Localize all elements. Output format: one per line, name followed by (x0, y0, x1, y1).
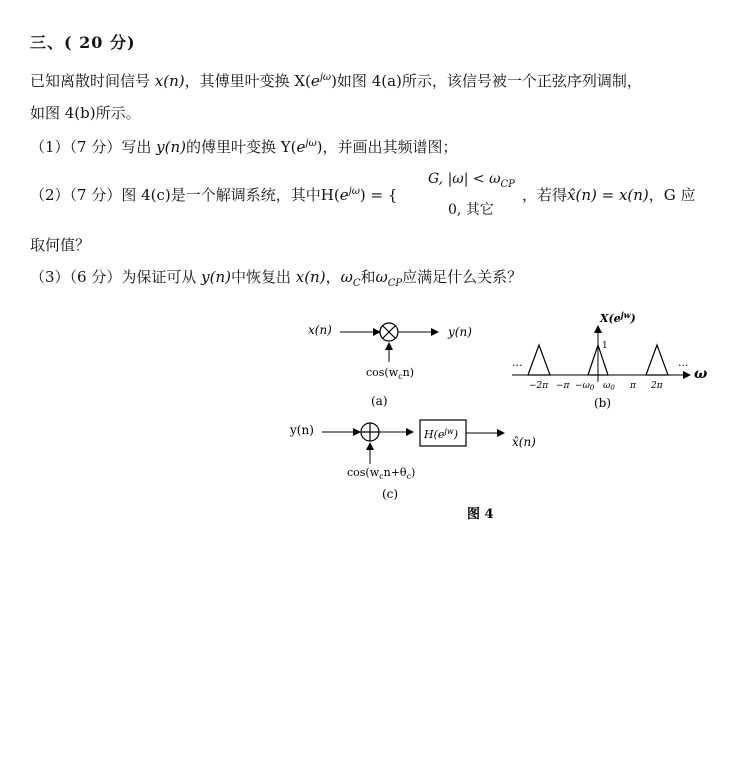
q3-prefix: （3）（6 分）为保证可从 (30, 268, 202, 286)
fig-b-tick-neg2pi: −2π (529, 381, 549, 391)
math-xn: x(n) (154, 72, 185, 90)
math-jw: jω (319, 72, 332, 83)
q1-prefix: （1）（7 分）写出 (30, 138, 157, 156)
figure-c (289, 420, 536, 501)
fig-b-peak-label: 1 (602, 341, 608, 351)
math-xn: x(n) (295, 268, 326, 286)
q2-eq: ) = { (359, 186, 398, 204)
math-e: e (339, 186, 349, 204)
fig-b-dots-left: ... (512, 356, 523, 369)
q1-suffix: )，并画出其频谱图； (316, 138, 458, 156)
math-e: e (296, 138, 306, 156)
fig-b-tick-w0: $\omega_0$ (603, 381, 615, 392)
fig-b-omega-label: ω (694, 366, 708, 382)
question-2-continued: 取何值？ (30, 236, 91, 254)
fig-a-carrier-label: $\cos(w_cn)$ (366, 366, 415, 381)
piecewise-case-2: 0, 其它 (448, 202, 494, 218)
math-wcp: ω (375, 268, 388, 286)
figure-label: 图 4 (467, 507, 494, 522)
statement-text: )如图 4(a)所示，该信号被一个正弦序列调制， (331, 72, 642, 90)
fig-a-input-label: x(n) (308, 323, 332, 337)
fig-c-caption: (c) (382, 487, 399, 501)
statement-text: ，其傅里叶变换 X( (184, 72, 311, 90)
math-wc: ω (340, 268, 353, 286)
math-e: e (310, 72, 320, 90)
spectrum-triangle-left (528, 345, 550, 375)
q2-end: ，G 应 (648, 186, 696, 204)
fig-b-dots-right: ... (678, 356, 689, 369)
fig-a-caption: (a) (371, 394, 388, 408)
math-wcp-sub: CP (387, 278, 403, 289)
statement-text: 已知离散时间信号 (30, 72, 155, 90)
q2-prefix: （2）（7 分）图 4(c)是一个解调系统，其中H( (30, 186, 340, 204)
math-yn: y(n) (156, 138, 186, 156)
q3-and: 和 (360, 268, 376, 286)
fig-c-filter-label: $H(e^{jw})$ (424, 427, 459, 441)
spectrum-triangle-right (646, 345, 668, 375)
q1-mid: 的傅里叶变换 Y( (185, 138, 297, 156)
math-wc-sub: C (352, 278, 361, 289)
figure-a (308, 323, 472, 408)
section-header: 三、( 20 分) (30, 33, 136, 52)
problem-statement-line2: 如图 4(b)所示。 (30, 104, 141, 122)
fig-b-tick-negpi: −π (556, 381, 570, 391)
math-yn: y(n) (201, 268, 231, 286)
fig-b-title: $X(e^{jw})$ (600, 310, 636, 325)
q2-after: ，若得 (522, 186, 568, 204)
fig-b-tick-pi: π (630, 381, 636, 391)
q3-end: 应满足什么关系？ (402, 268, 523, 286)
fig-a-output-label: y(n) (448, 325, 472, 339)
fig-b-tick-negw0: $-\omega_0$ (575, 381, 595, 392)
q3-mid: 中恢复出 (230, 268, 296, 286)
fig-c-carrier-label: $\cos(w_cn+\theta_c)$ (347, 466, 416, 481)
fig-b-caption: (b) (594, 396, 612, 410)
case1-text: G, |ω| < ω (428, 171, 501, 187)
case1-sub: CP (500, 178, 515, 190)
figure-b (512, 310, 708, 410)
fig-c-output-label: x̂(n) (512, 435, 536, 449)
fig-c-input-label: y(n) (290, 423, 314, 437)
math-xhat-eq: x̂(n) = x(n) (567, 186, 649, 204)
math-jw: jω (305, 138, 317, 149)
fig-b-tick-2pi: 2π (651, 381, 663, 391)
math-jw: jω (348, 186, 360, 197)
q3-comma: ， (325, 268, 341, 286)
